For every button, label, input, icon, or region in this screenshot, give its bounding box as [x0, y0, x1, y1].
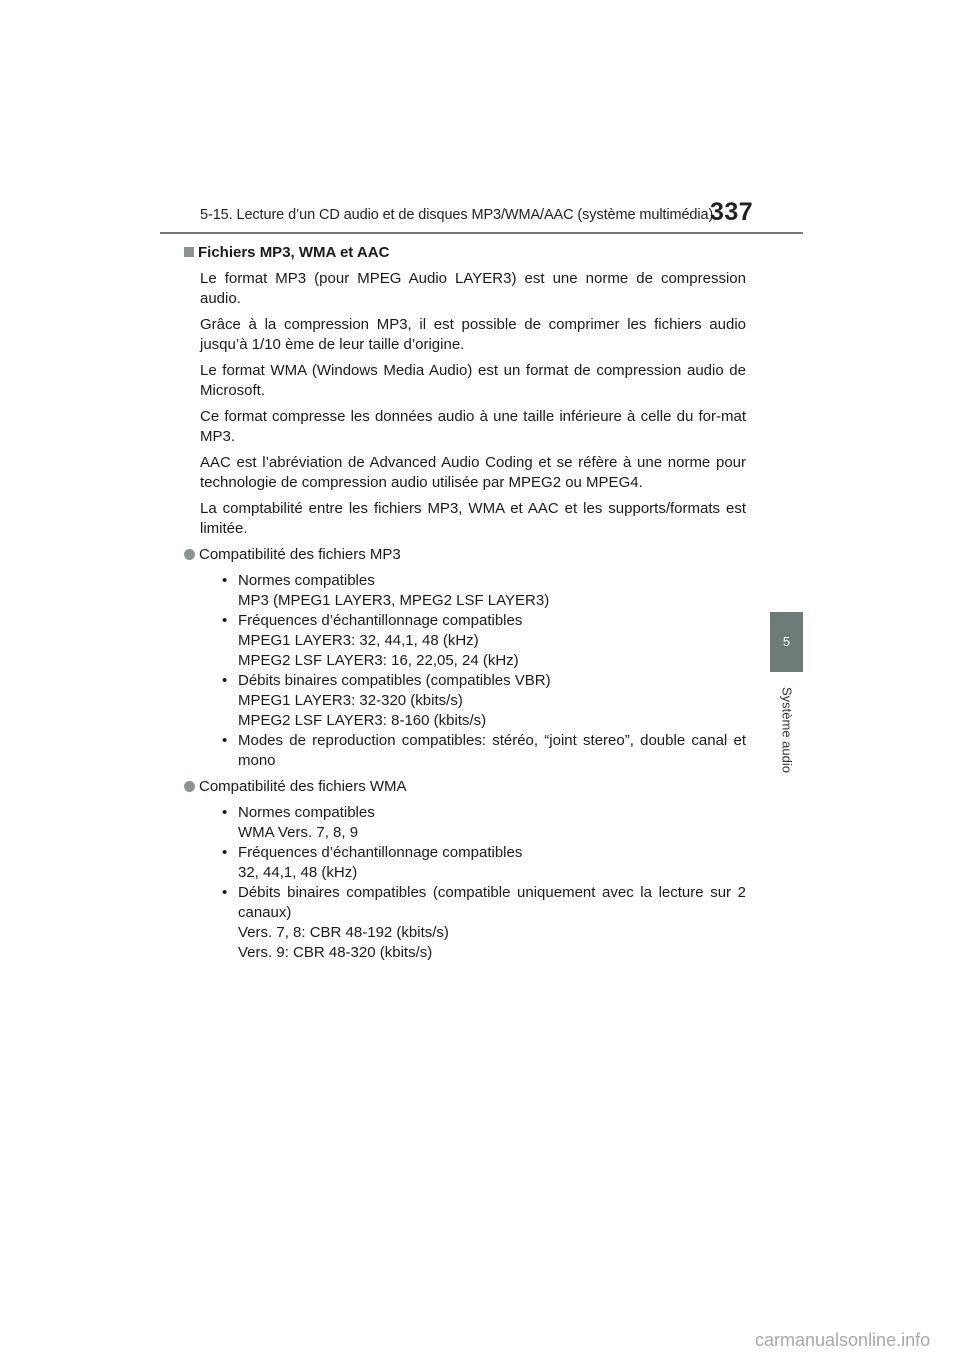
circle-bullet-icon — [184, 781, 195, 792]
list-item-detail: MPEG1 LAYER3: 32, 44,1, 48 (kHz) — [238, 632, 479, 649]
header-rule — [160, 232, 803, 234]
chapter-tab: 5 — [770, 612, 803, 672]
list-item-label: Modes de reproduction compatibles: stéréo, “joint stereo”, double canal et mono — [238, 732, 746, 769]
list-item-detail: MPEG1 LAYER3: 32-320 (kbits/s) — [238, 692, 463, 709]
header-title: 5-15. Lecture d’un CD audio et de disques MP3/WMA/AAC (système multimédia) — [200, 207, 714, 223]
list-item-label: Débits binaires compatibles (compatible uniquement avec la lecture sur 2 canaux) — [238, 884, 746, 921]
main-content — [200, 243, 746, 969]
wma-list — [200, 803, 746, 963]
list-item — [222, 803, 746, 843]
circle-bullet-icon — [184, 549, 195, 560]
paragraph: AAC est l’abréviation de Advanced Audio Coding et se réfère à une norme pour technologie de compression audio utilisée par MPEG2 ou MPEG4. — [200, 454, 746, 491]
list-item-detail: MPEG2 LSF LAYER3: 8-160 (kbits/s) — [238, 712, 487, 729]
paragraph: Le format MP3 (pour MPEG Audio LAYER3) est une norme de compression audio. — [200, 270, 746, 307]
mp3-list — [200, 571, 746, 771]
list-item-detail: WMA Vers. 7, 8, 9 — [238, 824, 359, 841]
section-heading — [184, 243, 746, 263]
paragraph: Grâce à la compression MP3, il est possible de comprimer les fichiers audio jusqu’à 1/10 ème de leur taille d’origine. — [200, 316, 746, 353]
mp3-heading — [184, 545, 746, 565]
list-item — [222, 843, 746, 883]
list-item-detail: Vers. 9: CBR 48-320 (kbits/s) — [238, 944, 433, 961]
wma-heading — [184, 777, 746, 797]
list-item — [222, 671, 746, 731]
mp3-heading-text: Compatibilité des fichiers MP3 — [199, 546, 401, 563]
wma-heading-text: Compatibilité des fichiers WMA — [199, 778, 407, 795]
list-item-detail: 32, 44,1, 48 (kHz) — [238, 864, 358, 881]
watermark-text: carmanualsonline.info — [755, 1330, 931, 1350]
list-item-label: Débits binaires compatibles (compatibles VBR) — [238, 672, 551, 689]
list-item — [222, 731, 746, 771]
paragraph: Ce format compresse les données audio à une taille inférieure à celle du for-mat MP3. — [200, 408, 746, 445]
list-item-detail: MPEG2 LSF LAYER3: 16, 22,05, 24 (kHz) — [238, 652, 519, 669]
list-item-detail: MP3 (MPEG1 LAYER3, MPEG2 LSF LAYER3) — [238, 592, 550, 609]
square-bullet-icon — [184, 247, 194, 257]
chapter-label: Système audio — [779, 687, 795, 773]
list-item-label: Fréquences d’échantillonnage compatibles — [238, 612, 523, 629]
list-item-label: Normes compatibles — [238, 572, 375, 589]
paragraph: Le format WMA (Windows Media Audio) est un format de compression audio de Microsoft. — [200, 362, 746, 399]
section-heading-text: Fichiers MP3, WMA et AAC — [198, 244, 390, 261]
list-item-label: Fréquences d’échantillonnage compatibles — [238, 844, 523, 861]
list-item-label: Normes compatibles — [238, 804, 375, 821]
page-number: 337 — [710, 198, 754, 226]
list-item — [222, 883, 746, 963]
list-item — [222, 571, 746, 611]
list-item — [222, 611, 746, 671]
paragraph: La comptabilité entre les fichiers MP3, WMA et AAC et les supports/formats est limitée. — [200, 500, 746, 537]
list-item-detail: Vers. 7, 8: CBR 48-192 (kbits/s) — [238, 924, 449, 941]
chapter-label-wrap — [772, 675, 802, 785]
